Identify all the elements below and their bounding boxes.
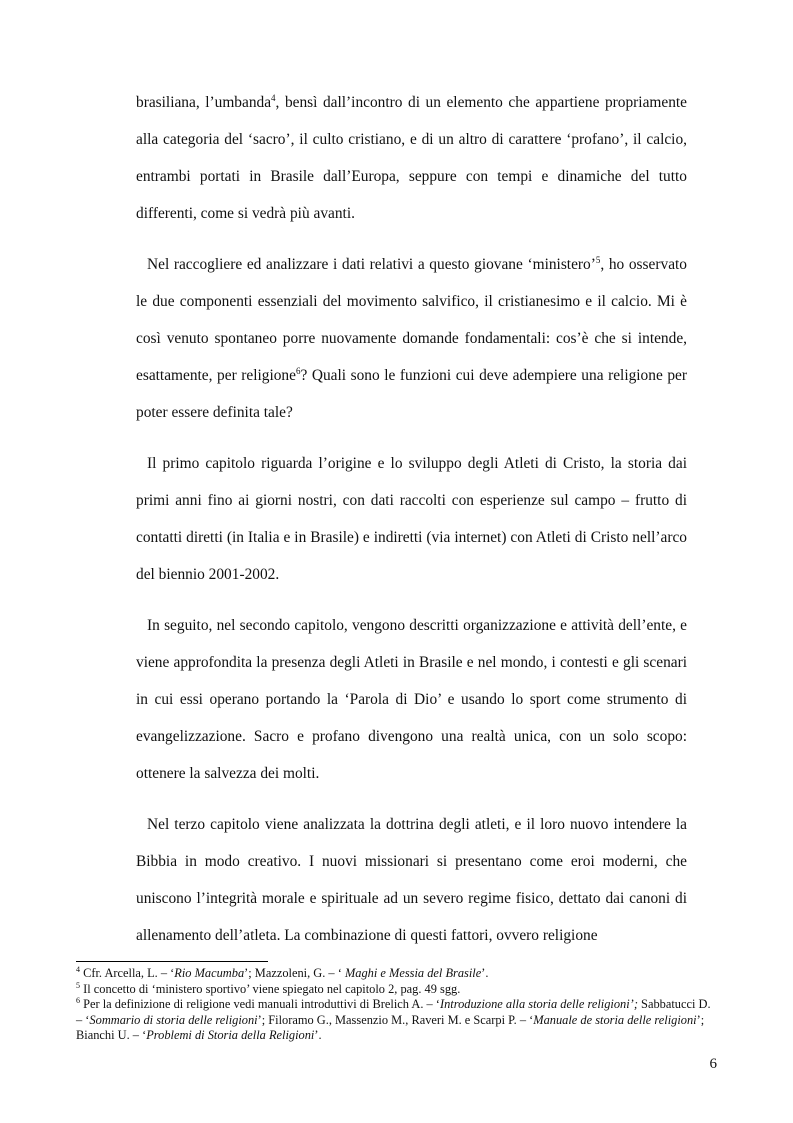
- footnote-ref-4: 4: [271, 92, 276, 103]
- footnote-6: $^6$ Per la definizione di religione vedi manuali introduttivi di Brelich A. – ‘Introduzione alla storia delle religioni’; Sabbatucci D. – ‘Sommario di storia delle religioni’; Filoramo G., Massenzio M., Raveri M. e Scarpi P. – ‘Manuale de storia delle religioni’; Bianchi U. – ‘Problemi di Storia della Religioni’.: [76, 996, 711, 1043]
- footnote-ref-6: 6: [295, 365, 301, 376]
- footnote-separator: [76, 961, 268, 962]
- paragraph-3: Il primo capitolo riguarda l’origine e lo sviluppo degli Atleti di Cristo, la storia dai primi anni fino ai giorni nostri, con dati raccolti con esperienze sul campo – frutto di contatti diretti (in Italia e in Brasile) e indiretti (via internet) con Atleti di Cristo nell’arco del biennio 2001-2002.: [136, 455, 687, 583]
- page-number: 6: [709, 1056, 717, 1072]
- paragraph-2: Nel raccogliere ed analizzare i dati relativi a questo giovane ‘ministero’$^5$, ho osservato le due componenti essenziali del movimento salvifico, il cristianesimo e il calcio. Mi è così venuto spontaneo porre nuovamente domande fondamentali: cos’è che si intende, esattamente, per religione$^6$? Quali sono le funzioni cui deve adempiere una religione per poter essere definita tale?: [136, 254, 687, 421]
- footnote-ref-5: 5: [595, 254, 601, 265]
- paragraph-4: In seguito, nel secondo capitolo, vengono descritti organizzazione e attività dell’ente, e viene approfondita la presenza degli Atleti in Brasile e nel mondo, i contesti e gli scenari in cui essi operano portando la ‘Parola di Dio’ e usando lo sport come strumento di evangelizzazione. Sacro e profano divengono una realtà unica, con un solo scopo: ottenere la salvezza dei molti.: [136, 617, 687, 782]
- footnotes: [76, 966, 716, 1044]
- main-text: [136, 84, 687, 954]
- paragraph-5: Nel terzo capitolo viene analizzata la dottrina degli atleti, e il loro nuovo intendere la Bibbia in modo creativo. I nuovi missionari si presentano come eroi moderni, che uniscono l’integrità morale e spirituale ad un severo regime fisico, dettato dai canoni di allenamento dell’atleta. La combinazione di questi fattori, ovvero religione: [136, 816, 687, 944]
- footnote-4: $^4$ Cfr. Arcella, L. – ‘Rio Macumba’; Mazzoleni, G. – ‘ Maghi e Messia del Brasile’.: [76, 964, 489, 980]
- footnote-5: $^5$ Il concetto di ‘ministero sportivo’ viene spiegato nel capitolo 2, pag. 49 sgg.: [76, 980, 461, 996]
- paragraph-1: brasiliana, l’umbanda$^4$, bensì dall’incontro di un elemento che appartiene propriamente alla categoria del ‘sacro’, il culto cristiano, e di un altro di carattere ‘profano’, il calcio, entrambi portati in Brasile dall’Europa, seppure con tempi e dinamiche del tutto differenti, come si vedrà più avanti.: [136, 92, 688, 222]
